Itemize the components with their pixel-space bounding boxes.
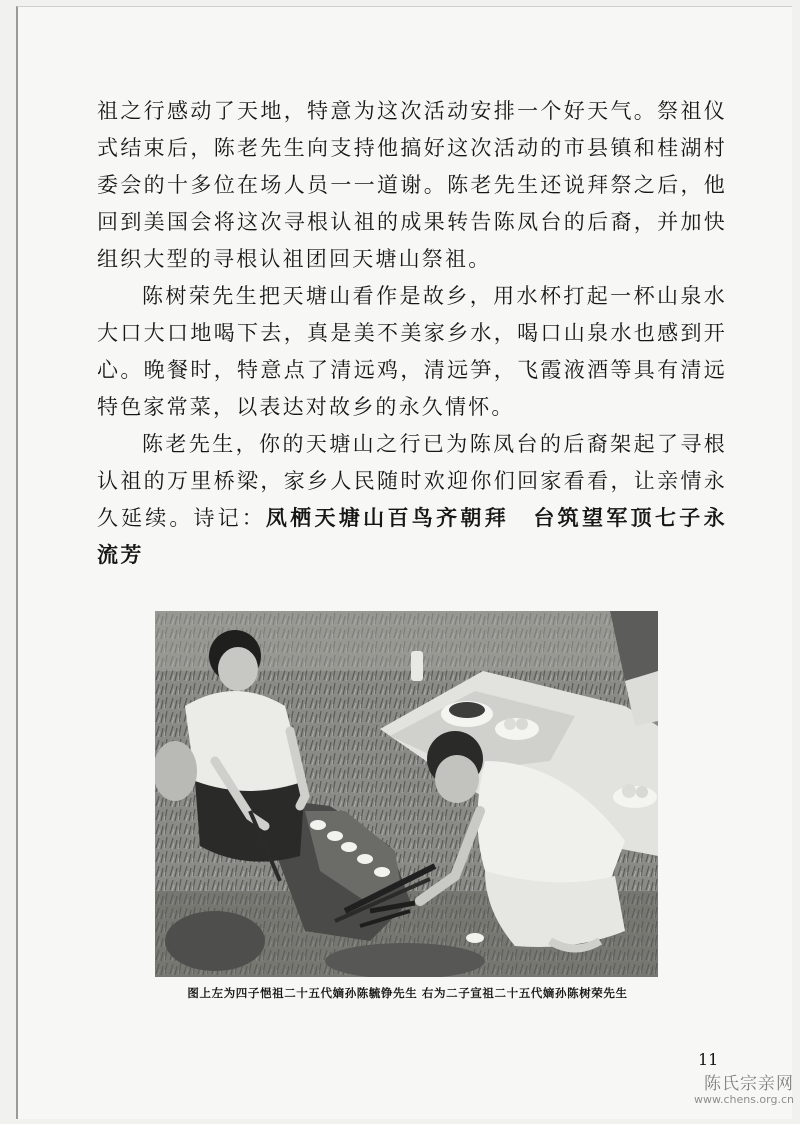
photo-caption: 图上左为四子悒祖二十五代嫡孙陈毓铮先生 右为二子宣祖二十五代嫡孙陈树荣先生 xyxy=(187,986,628,1000)
paragraph-3-text: 陈老先生，你的天塘山之行已为陈凤台的后裔架起了寻根认祖的万里桥梁，家乡人民随时欢迎你们回家看看，让亲情永久延续。诗记： xyxy=(97,432,727,530)
body-text xyxy=(97,93,727,574)
ceremony-photo xyxy=(155,611,658,977)
page-number: 11 xyxy=(698,1050,719,1069)
poem-verse: 凤栖天塘山百鸟齐朝拜 台筑望军顶七子永流芳 xyxy=(97,506,727,567)
paragraph-3 xyxy=(97,426,727,574)
watermark-logo: 陈氏宗亲网 xyxy=(704,1074,794,1094)
paragraph-1: 祖之行感动了天地，特意为这次活动安排一个好天气。祭祖仪式结束后，陈老先生向支持他搞好这次活动的市县镇和桂湖村委会的十多位在场人员一一道谢。陈老先生还说拜祭之后，他回到美国会将这次寻根认祖的成果转告陈凤台的后裔，并加快组织大型的寻根认祖团回天塘山祭祖。 xyxy=(97,99,727,271)
watermark-url: www.chens.org.cn xyxy=(693,1093,794,1106)
paragraph-2: 陈树荣先生把天塘山看作是故乡，用水杯打起一杯山泉水大口大口地喝下去，真是美不美家乡水，喝口山泉水也感到开心。晚餐时，特意点了清远鸡，清远笋，飞霞液酒等具有清远特色家常菜，以表达对故乡的永久情怀。 xyxy=(97,284,727,419)
site-watermark xyxy=(690,1069,798,1121)
